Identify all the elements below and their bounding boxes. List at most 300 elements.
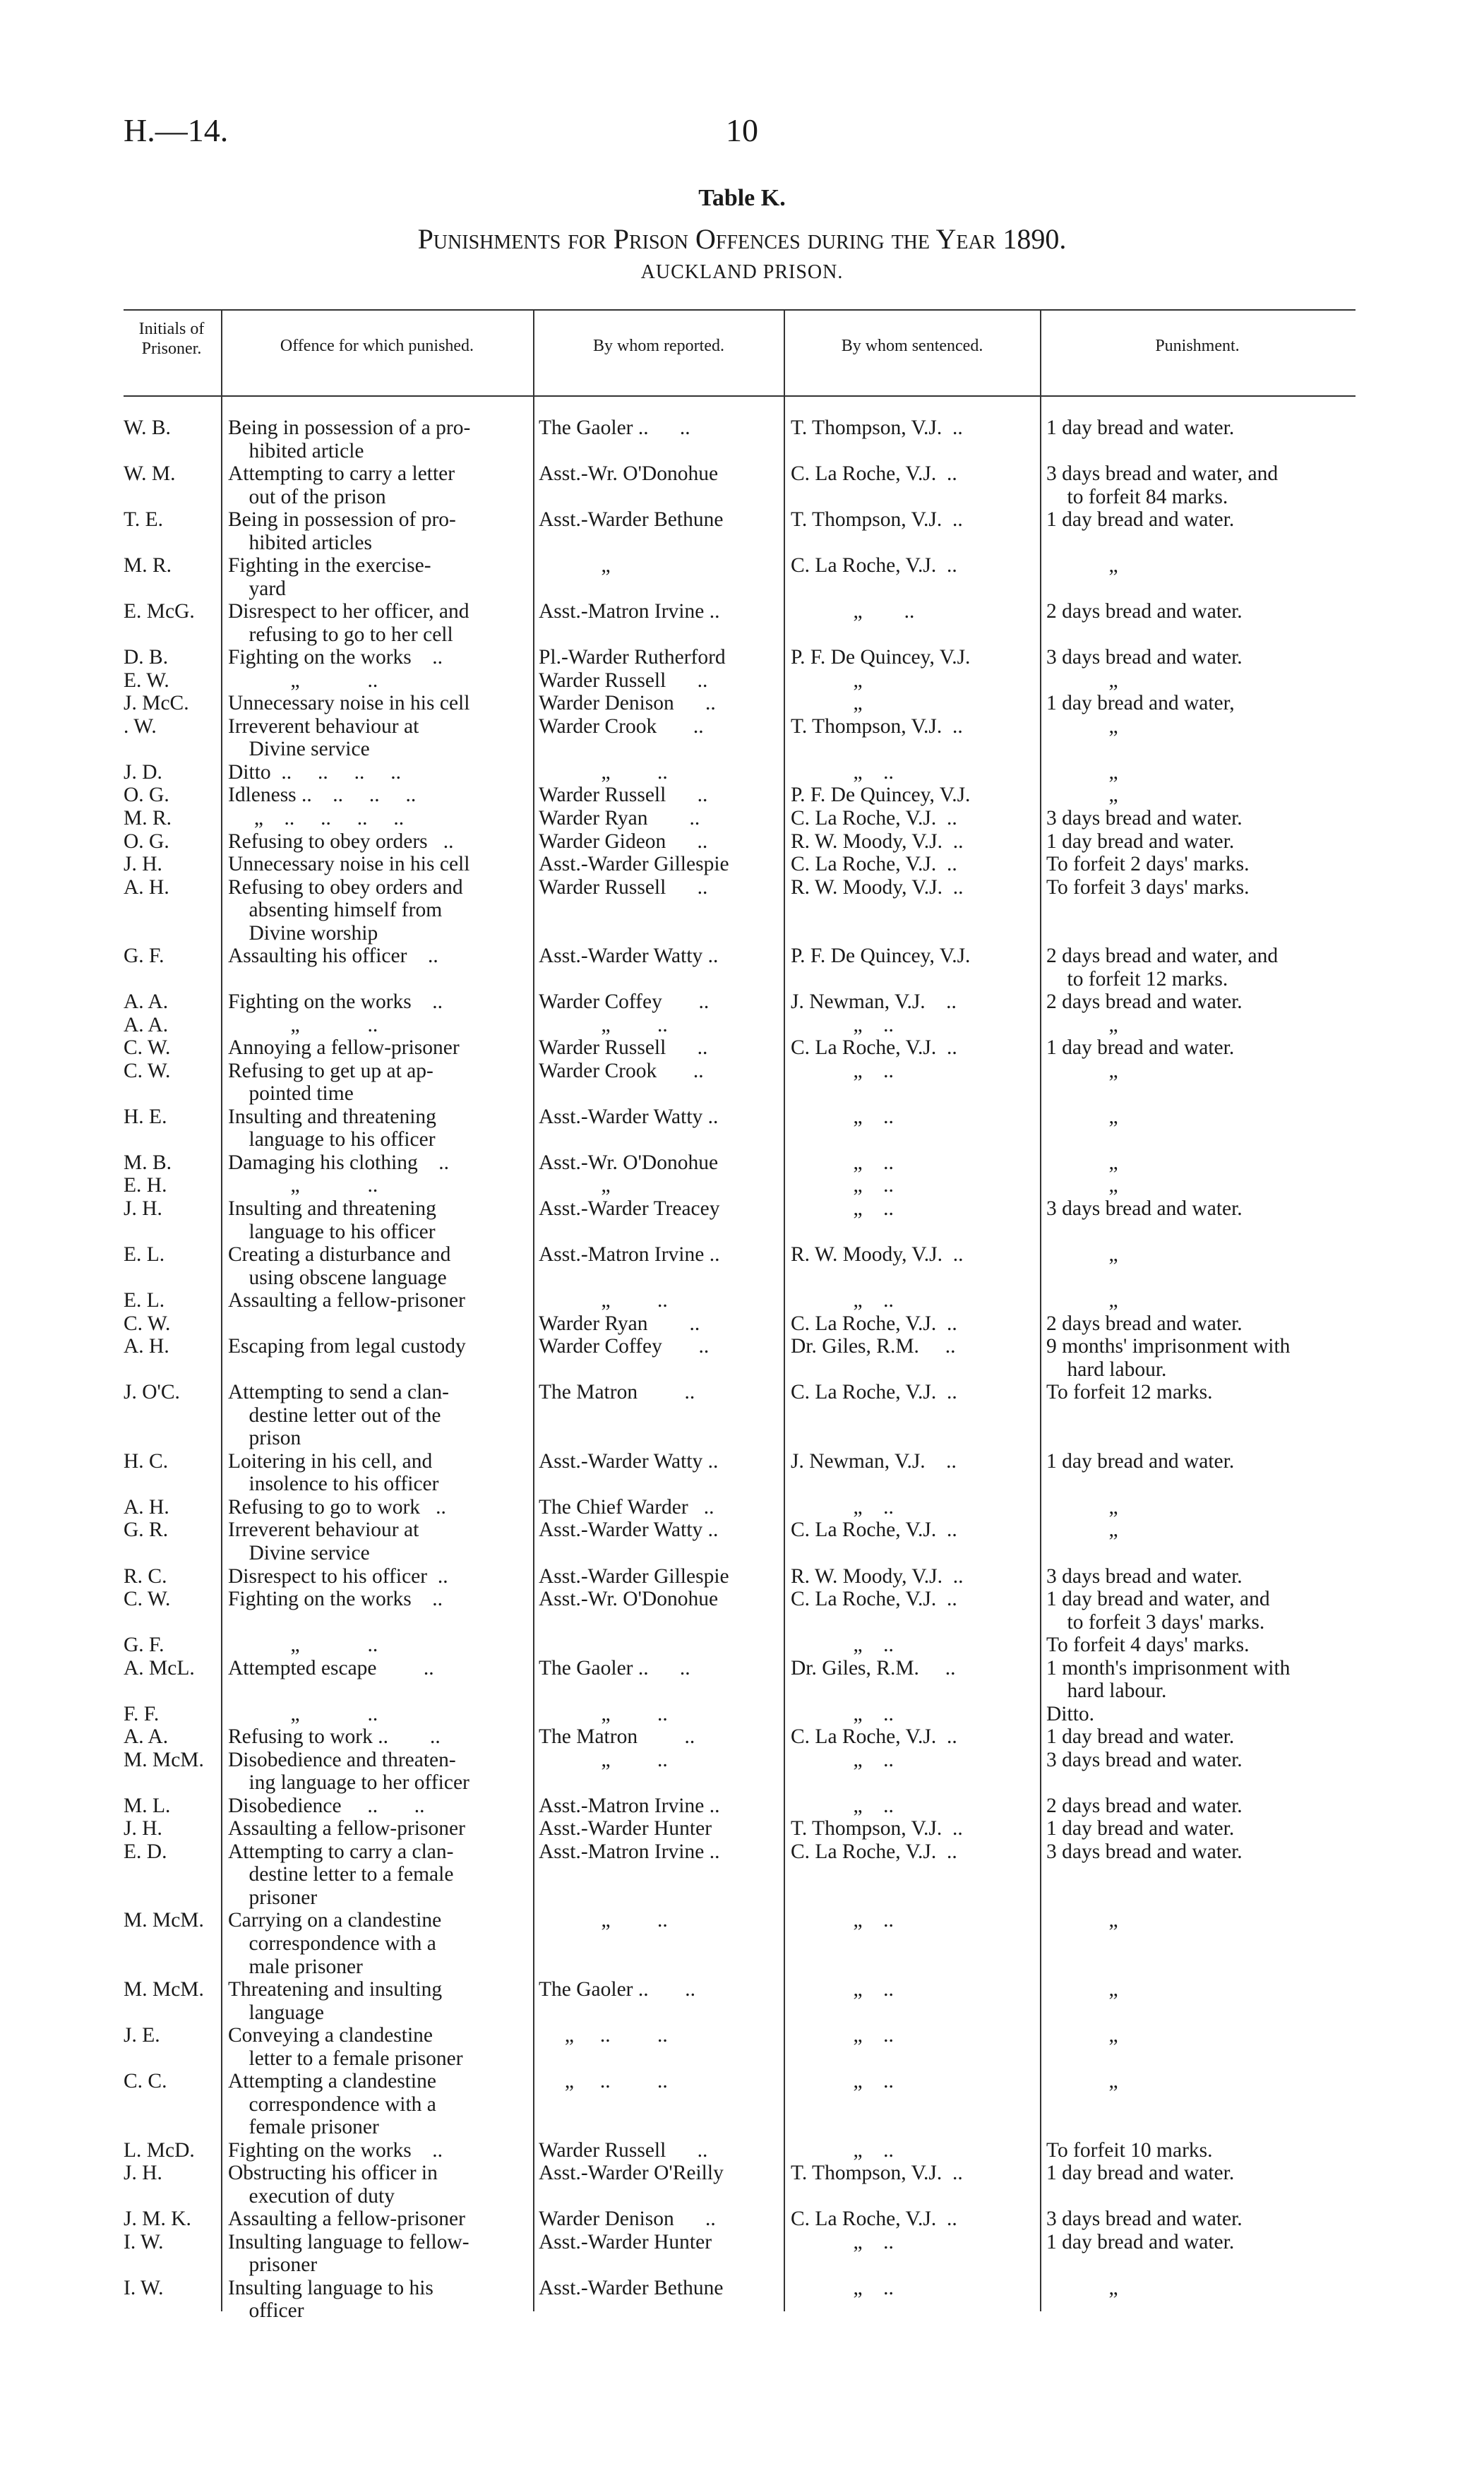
initials-cell: F. F. [124, 1702, 160, 1725]
offence-cell: female prisoner [228, 2116, 379, 2139]
offence-cell: Refusing to obey orders .. [228, 830, 454, 853]
offence-cell: Fighting in the exercise- [228, 554, 431, 577]
punishment-cell: to forfeit 84 marks. [1046, 485, 1228, 508]
sentencer-cell: T. Thompson, V.J. .. [791, 2162, 963, 2185]
initials-cell: G. F. [124, 945, 164, 968]
reporter-cell: Warder Russell .. [539, 669, 708, 692]
initials-cell: D. B. [124, 646, 169, 669]
initials-cell: W. B. [124, 417, 171, 439]
punishment-cell: „ [1046, 760, 1118, 784]
initials-cell: C. W. [124, 1588, 171, 1611]
offence-cell: Obstructing his officer in [228, 2162, 438, 2185]
punishment-cell: 2 days bread and water, and [1046, 945, 1279, 968]
reporter-cell: Asst.-Warder Watty .. [539, 1519, 719, 1542]
punishment-cell: „ [1046, 1909, 1118, 1932]
offence-cell: Divine worship [228, 921, 378, 945]
punishment-cell: „ [1046, 1289, 1118, 1312]
initials-cell: J. E. [124, 2024, 160, 2047]
offence-cell: execution of duty [228, 2184, 395, 2208]
reporter-cell: „ [539, 554, 611, 577]
punishment-cell: 3 days bread and water. [1046, 807, 1243, 830]
punishment-cell: „ [1046, 1013, 1118, 1036]
offence-cell: Irreverent behaviour at [228, 1519, 419, 1542]
offence-cell: insolence to his officer [228, 1473, 439, 1496]
sentencer-cell: J. Newman, V.J. .. [791, 1449, 957, 1473]
initials-cell: C. W. [124, 1059, 171, 1082]
offence-cell: destine letter out of the [228, 1403, 441, 1427]
initials-cell: E. W. [124, 669, 169, 692]
sentencer-cell: „ .. [791, 1013, 894, 1036]
punishment-cell: „ [1046, 1151, 1118, 1174]
initials-cell: E. L. [124, 1243, 165, 1267]
sentencer-cell: C. La Roche, V.J. .. [791, 1036, 957, 1060]
reporter-cell: Asst.-Warder Bethune [539, 508, 724, 532]
reporter-cell: Warder Russell .. [539, 2138, 708, 2162]
offence-cell: language to his officer [228, 1220, 436, 1243]
reporter-cell: Warder Gideon .. [539, 830, 708, 853]
punishment-cell: To forfeit 3 days' marks. [1046, 875, 1250, 899]
report-reference: H.—14. [124, 112, 229, 148]
initials-cell: T. E. [124, 508, 163, 532]
reporter-cell: Asst.-Matron Irvine .. [539, 600, 720, 623]
offence-cell: Divine service [228, 738, 370, 761]
initials-cell: A. McL. [124, 1656, 195, 1679]
reporter-cell: Warder Denison .. [539, 692, 716, 715]
initials-cell: W. M. [124, 462, 176, 486]
offence-cell: Refusing to work .. .. [228, 1725, 441, 1749]
reporter-cell: „ .. .. [539, 2024, 668, 2047]
sentencer-cell: „ .. [791, 2138, 894, 2162]
reporter-cell: Asst.-Wr. O'Donohue [539, 1588, 719, 1611]
reporter-cell: The Matron .. [539, 1381, 695, 1404]
offence-cell: Refusing to go to work .. [228, 1495, 446, 1519]
initials-cell: J. H. [124, 1197, 162, 1221]
sentencer-cell: T. Thompson, V.J. .. [791, 714, 963, 738]
sentencer-cell: T. Thompson, V.J. .. [791, 417, 963, 439]
offence-cell: „ .. [228, 1013, 378, 1036]
reporter-cell: Asst.-Warder Gillespie [539, 853, 729, 876]
reporter-cell: Asst.-Wr. O'Donohue [539, 1151, 719, 1174]
offence-cell: hibited articles [228, 531, 372, 554]
offence-cell: correspondence with a [228, 2092, 436, 2116]
punishment-cell: „ [1046, 1978, 1118, 2001]
punishment-cell: To forfeit 2 days' marks. [1046, 853, 1250, 876]
punishment-cell: 3 days bread and water. [1046, 1840, 1243, 1863]
punishment-cell: 3 days bread and water. [1046, 2208, 1243, 2231]
sentencer-cell: C. La Roche, V.J. .. [791, 462, 957, 486]
offence-cell: Attempting to send a clan- [228, 1381, 449, 1404]
sentencer-cell: „ .. [791, 1748, 894, 1771]
initials-cell: M. McM. [124, 1909, 204, 1932]
punishment-cell: 3 days bread and water. [1046, 646, 1243, 669]
table-rule-top [124, 309, 1356, 311]
reporter-cell: The Gaoler .. .. [539, 417, 690, 439]
punishment-cell: 3 days bread and water, and [1046, 462, 1279, 486]
offence-cell: Loitering in his cell, and [228, 1449, 433, 1473]
initials-cell: O. G. [124, 784, 169, 807]
punishment-cell: 1 day bread and water. [1046, 508, 1235, 532]
sentencer-cell: C. La Roche, V.J. .. [791, 2208, 957, 2231]
punishment-cell: to forfeit 3 days' marks. [1046, 1610, 1265, 1634]
offence-cell: Insulting language to his [228, 2276, 433, 2299]
header-sentenced: By whom sentenced. [841, 337, 983, 355]
initials-cell: M. McM. [124, 1748, 204, 1771]
reporter-cell: Asst.-Warder Gillespie [539, 1564, 729, 1588]
reporter-cell: The Gaoler .. .. [539, 1978, 695, 2001]
offence-cell: „ .. [228, 669, 378, 692]
sentencer-cell: „ .. [791, 1702, 894, 1725]
offence-cell: Irreverent behaviour at [228, 714, 419, 738]
punishment-cell: „ [1046, 1243, 1118, 1267]
offence-cell: Assaulting a fellow-prisoner [228, 2208, 465, 2231]
punishment-cell: 1 day bread and water. [1046, 2162, 1235, 2185]
initials-cell: H. E. [124, 1105, 167, 1128]
reporter-cell: „ .. .. [539, 2070, 668, 2093]
offence-cell: Refusing to get up at ap- [228, 1059, 433, 1082]
offence-cell: Fighting on the works .. [228, 646, 443, 669]
punishment-cell: 1 day bread and water, and [1046, 1588, 1270, 1611]
initials-cell: E. L. [124, 1289, 165, 1312]
offence-cell: Being in possession of a pro- [228, 417, 471, 439]
offence-cell: Insulting and threatening [228, 1105, 436, 1128]
punishment-cell: „ [1046, 554, 1118, 577]
offence-cell: „ .. [228, 1702, 378, 1725]
sentencer-cell: „ .. [791, 1151, 894, 1174]
offence-cell: Being in possession of pro- [228, 508, 456, 532]
offence-cell: Threatening and insulting [228, 1978, 443, 2001]
offence-cell: prisoner [228, 1886, 318, 1909]
sentencer-cell: „ [791, 692, 863, 715]
reporter-cell: Asst.-Matron Irvine .. [539, 1243, 720, 1267]
offence-cell: „ .. [228, 1174, 378, 1197]
offence-cell: Carrying on a clandestine [228, 1909, 442, 1932]
offence-cell: Assaulting a fellow-prisoner [228, 1289, 465, 1312]
offence-cell: language to his officer [228, 1128, 436, 1151]
initials-cell: A. H. [124, 1495, 169, 1519]
reporter-cell: „ .. [539, 1748, 668, 1771]
sentencer-cell: P. F. De Quincey, V.J. [791, 784, 971, 807]
offence-cell: Idleness .. .. .. .. [228, 784, 417, 807]
sentencer-cell: „ .. [791, 1289, 894, 1312]
offence-cell: out of the prison [228, 485, 386, 508]
punishment-cell: 3 days bread and water. [1046, 1197, 1243, 1221]
offence-cell: Insulting and threatening [228, 1197, 436, 1221]
reporter-cell: Asst.-Matron Irvine .. [539, 1840, 720, 1863]
reporter-cell: Asst.-Warder O'Reilly [539, 2162, 724, 2185]
punishment-cell: 1 day bread and water. [1046, 830, 1235, 853]
offence-cell: Escaping from legal custody [228, 1335, 466, 1358]
punishment-cell: „ [1046, 714, 1118, 738]
reporter-cell: Asst.-Warder Hunter [539, 2230, 712, 2253]
sentencer-cell: „ .. [791, 1495, 894, 1519]
initials-cell: R. C. [124, 1564, 167, 1588]
offence-cell: correspondence with a [228, 1932, 436, 1955]
column-divider [1040, 309, 1041, 2311]
initials-cell: A. A. [124, 1725, 169, 1749]
sentencer-cell: Dr. Giles, R.M. .. [791, 1335, 956, 1358]
initials-cell: J. H. [124, 853, 162, 876]
reporter-cell: Asst.-Warder Watty .. [539, 1105, 719, 1128]
initials-cell: O. G. [124, 830, 169, 853]
reporter-cell: Asst.-Warder Watty .. [539, 1449, 719, 1473]
reporter-cell: „ .. [539, 1013, 668, 1036]
punishment-cell: To forfeit 10 marks. [1046, 2138, 1213, 2162]
initials-cell: G. F. [124, 1634, 164, 1657]
reporter-cell: „ .. [539, 760, 668, 784]
header-initials: Initials of Prisoner. [138, 320, 205, 358]
punishment-cell: 1 day bread and water, [1046, 692, 1235, 715]
sentencer-cell: R. W. Moody, V.J. .. [791, 875, 964, 899]
sentencer-cell: P. F. De Quincey, V.J. [791, 646, 971, 669]
initials-cell: E. H. [124, 1174, 167, 1197]
reporter-cell: „ [539, 1174, 611, 1197]
initials-cell: H. C. [124, 1449, 169, 1473]
initials-cell: . W. [124, 714, 157, 738]
punishment-cell: hard labour. [1046, 1679, 1167, 1703]
offence-cell: „ .. [228, 1634, 378, 1657]
offence-cell: yard [228, 577, 286, 600]
punishment-cell: 1 day bread and water. [1046, 1036, 1235, 1060]
reporter-cell: Warder Ryan .. [539, 1312, 700, 1335]
sentencer-cell: P. F. De Quincey, V.J. [791, 945, 971, 968]
reporter-cell: Warder Crook .. [539, 1059, 704, 1082]
initials-cell: C. C. [124, 2070, 167, 2093]
punishment-cell: 9 months' imprisonment with [1046, 1335, 1291, 1358]
initials-cell: J. H. [124, 1817, 162, 1840]
initials-cell: I. W. [124, 2230, 164, 2253]
reporter-cell: Warder Russell .. [539, 784, 708, 807]
sentencer-cell: „ .. [791, 600, 915, 623]
offence-cell: Disrespect to his officer .. [228, 1564, 448, 1588]
offence-cell: Fighting on the works .. [228, 1588, 443, 1611]
column-divider [533, 309, 534, 2311]
punishment-cell: „ [1046, 1495, 1118, 1519]
offence-cell: Unnecessary noise in his cell [228, 853, 470, 876]
header-punishment: Punishment. [1155, 337, 1240, 355]
reporter-cell: Warder Ryan .. [539, 807, 700, 830]
reporter-cell: Asst.-Warder Hunter [539, 1817, 712, 1840]
sentencer-cell: „ .. [791, 1105, 894, 1128]
punishment-cell: „ [1046, 784, 1118, 807]
sentencer-cell: „ [791, 669, 863, 692]
offence-cell: language [228, 2001, 324, 2024]
offence-cell: Divine service [228, 1541, 370, 1564]
sentencer-cell: „ .. [791, 1794, 894, 1817]
sentencer-cell: C. La Roche, V.J. .. [791, 853, 957, 876]
offence-cell: absenting himself from [228, 899, 443, 922]
sentencer-cell: „ .. [791, 2024, 894, 2047]
reporter-cell: Warder Crook .. [539, 714, 704, 738]
reporter-cell: Asst.-Warder Watty .. [539, 945, 719, 968]
offence-cell: Attempting to carry a letter [228, 462, 455, 486]
sentencer-cell: C. La Roche, V.J. .. [791, 554, 957, 577]
initials-cell: G. R. [124, 1519, 169, 1542]
reporter-cell: „ .. [539, 1909, 668, 1932]
offence-cell: Fighting on the works .. [228, 2138, 443, 2162]
offence-cell: hibited article [228, 439, 364, 462]
punishment-cell: „ [1046, 669, 1118, 692]
offence-cell: Disrespect to her officer, and [228, 600, 469, 623]
punishment-cell: Ditto. [1046, 1702, 1095, 1725]
reporter-cell: Asst.-Matron Irvine .. [539, 1794, 720, 1817]
punishment-cell: „ [1046, 2070, 1118, 2093]
column-divider [221, 309, 222, 2311]
punishment-cell: 3 days bread and water. [1046, 1564, 1243, 1588]
punishment-cell: „ [1046, 2024, 1118, 2047]
initials-cell: I. W. [124, 2276, 164, 2299]
sentencer-cell: T. Thompson, V.J. .. [791, 508, 963, 532]
offence-cell: male prisoner [228, 1955, 363, 1978]
reporter-cell: Warder Russell .. [539, 875, 708, 899]
initials-cell: M. McM. [124, 1978, 204, 2001]
reporter-cell: The Chief Warder .. [539, 1495, 714, 1519]
sentencer-cell: „ .. [791, 1909, 894, 1932]
offence-cell: Annoying a fellow-prisoner [228, 1036, 460, 1060]
initials-cell: A. H. [124, 875, 169, 899]
sentencer-cell: C. La Roche, V.J. .. [791, 1519, 957, 1542]
initials-cell: M. B. [124, 1151, 172, 1174]
offence-cell: Disobedience and threaten- [228, 1748, 456, 1771]
offence-cell: Damaging his clothing .. [228, 1151, 449, 1174]
sentencer-cell: C. La Roche, V.J. .. [791, 807, 957, 830]
table-rule-header [124, 395, 1356, 397]
punishment-cell: 2 days bread and water. [1046, 600, 1243, 623]
punishment-cell: 1 day bread and water. [1046, 1449, 1235, 1473]
punishment-cell: to forfeit 12 marks. [1046, 967, 1228, 990]
sentencer-cell: R. W. Moody, V.J. .. [791, 1243, 964, 1267]
sentencer-cell: J. Newman, V.J. .. [791, 990, 957, 1014]
offence-cell: Attempting a clandestine [228, 2070, 436, 2093]
reporter-cell: The Matron .. [539, 1725, 695, 1749]
punishment-cell: 2 days bread and water. [1046, 1312, 1243, 1335]
initials-cell: J. McC. [124, 692, 189, 715]
reporter-cell: Asst.-Wr. O'Donohue [539, 462, 719, 486]
initials-cell: M. R. [124, 807, 172, 830]
offence-cell: destine letter to a female [228, 1863, 454, 1886]
offence-cell: Disobedience .. .. [228, 1794, 425, 1817]
initials-cell: C. W. [124, 1312, 171, 1335]
sentencer-cell: „ .. [791, 760, 894, 784]
sentencer-cell: „ .. [791, 1174, 894, 1197]
initials-cell: A. H. [124, 1335, 169, 1358]
punishment-cell: 2 days bread and water. [1046, 1794, 1243, 1817]
offence-cell: letter to a female prisoner [228, 2047, 463, 2070]
sentencer-cell: C. La Roche, V.J. .. [791, 1381, 957, 1404]
offence-cell: Attempting to carry a clan- [228, 1840, 454, 1863]
reporter-cell: Warder Coffey .. [539, 990, 710, 1014]
offence-cell: prisoner [228, 2253, 318, 2277]
offence-cell: Unnecessary noise in his cell [228, 692, 470, 715]
punishment-cell: 1 day bread and water. [1046, 2230, 1235, 2253]
offence-cell: pointed time [228, 1082, 354, 1106]
offence-cell: using obscene language [228, 1266, 447, 1289]
initials-cell: J. D. [124, 760, 162, 784]
offence-cell: Attempted escape .. [228, 1656, 434, 1679]
punishment-cell: To forfeit 12 marks. [1046, 1381, 1213, 1404]
offence-cell: Insulting language to fellow- [228, 2230, 469, 2253]
sentencer-cell: C. La Roche, V.J. .. [791, 1840, 957, 1863]
offence-cell: Ditto .. .. .. .. [228, 760, 402, 784]
offence-cell: Refusing to obey orders and [228, 875, 463, 899]
offence-cell: officer [228, 2299, 304, 2323]
reporter-cell: The Gaoler .. .. [539, 1656, 690, 1679]
sentencer-cell: R. W. Moody, V.J. .. [791, 830, 964, 853]
offence-cell: „ .. .. .. .. [228, 807, 405, 830]
punishment-cell: „ [1046, 1059, 1118, 1082]
table-title: Table K. [698, 185, 786, 211]
offence-cell: Creating a disturbance and [228, 1243, 451, 1267]
initials-cell: M. L. [124, 1794, 171, 1817]
punishment-cell: 3 days bread and water. [1046, 1748, 1243, 1771]
initials-cell: J. M. K. [124, 2208, 191, 2231]
punishment-cell: 1 day bread and water. [1046, 417, 1235, 439]
sentencer-cell: C. La Roche, V.J. .. [791, 1312, 957, 1335]
reporter-cell: Warder Denison .. [539, 2208, 716, 2231]
reporter-cell: Asst.-Warder Bethune [539, 2276, 724, 2299]
sentencer-cell: T. Thompson, V.J. .. [791, 1817, 963, 1840]
punishment-cell: „ [1046, 1174, 1118, 1197]
initials-cell: L. McD. [124, 2138, 195, 2162]
punishment-cell: 1 day bread and water. [1046, 1817, 1235, 1840]
reporter-cell: Asst.-Warder Treacey [539, 1197, 720, 1221]
offence-cell: Assaulting his officer .. [228, 945, 438, 968]
punishment-cell: „ [1046, 1105, 1118, 1128]
page-number: 10 [726, 112, 758, 148]
initials-cell: J. H. [124, 2162, 162, 2185]
offence-cell: Assaulting a fellow-prisoner [228, 1817, 465, 1840]
header-reported: By whom reported. [593, 337, 724, 355]
sentencer-cell: „ .. [791, 1197, 894, 1221]
reporter-cell: Warder Coffey .. [539, 1335, 710, 1358]
punishment-cell: To forfeit 4 days' marks. [1046, 1634, 1250, 1657]
initials-cell: C. W. [124, 1036, 171, 1060]
sentencer-cell: „ .. [791, 2230, 894, 2253]
offence-cell: ing language to her officer [228, 1771, 469, 1795]
punishment-cell: 1 day bread and water. [1046, 1725, 1235, 1749]
initials-cell: M. R. [124, 554, 172, 577]
punishment-cell: „ [1046, 1519, 1118, 1542]
initials-cell: A. A. [124, 990, 169, 1014]
punishment-cell: 2 days bread and water. [1046, 990, 1243, 1014]
punishment-cell: 1 month's imprisonment with [1046, 1656, 1291, 1679]
sentencer-cell: R. W. Moody, V.J. .. [791, 1564, 964, 1588]
sentencer-cell: „ .. [791, 1978, 894, 2001]
initials-cell: A. A. [124, 1013, 169, 1036]
sentencer-cell: Dr. Giles, R.M. .. [791, 1656, 956, 1679]
reporter-cell: Warder Russell .. [539, 1036, 708, 1060]
offence-cell: Conveying a clandestine [228, 2024, 433, 2047]
sentencer-cell: C. La Roche, V.J. .. [791, 1725, 957, 1749]
table-subtitle: Punishments for Prison Offences during the Year 1890. [417, 223, 1067, 255]
sentencer-cell: „ .. [791, 2070, 894, 2093]
offence-cell: prison [228, 1427, 301, 1450]
prison-name: AUCKLAND PRISON. [640, 261, 844, 283]
initials-cell: J. O'C. [124, 1381, 180, 1404]
reporter-cell: „ .. [539, 1702, 668, 1725]
sentencer-cell: „ .. [791, 2276, 894, 2299]
reporter-cell: „ .. [539, 1289, 668, 1312]
sentencer-cell: „ .. [791, 1634, 894, 1657]
header-offence: Offence for which punished. [280, 337, 474, 355]
column-divider [784, 309, 785, 2311]
punishment-cell: „ [1046, 2276, 1118, 2299]
offence-cell: refusing to go to her cell [228, 623, 453, 646]
offence-cell: Fighting on the works .. [228, 990, 443, 1014]
sentencer-cell: „ .. [791, 1059, 894, 1082]
punishment-cell: hard labour. [1046, 1358, 1167, 1381]
initials-cell: E. D. [124, 1840, 167, 1863]
initials-cell: E. McG. [124, 600, 195, 623]
